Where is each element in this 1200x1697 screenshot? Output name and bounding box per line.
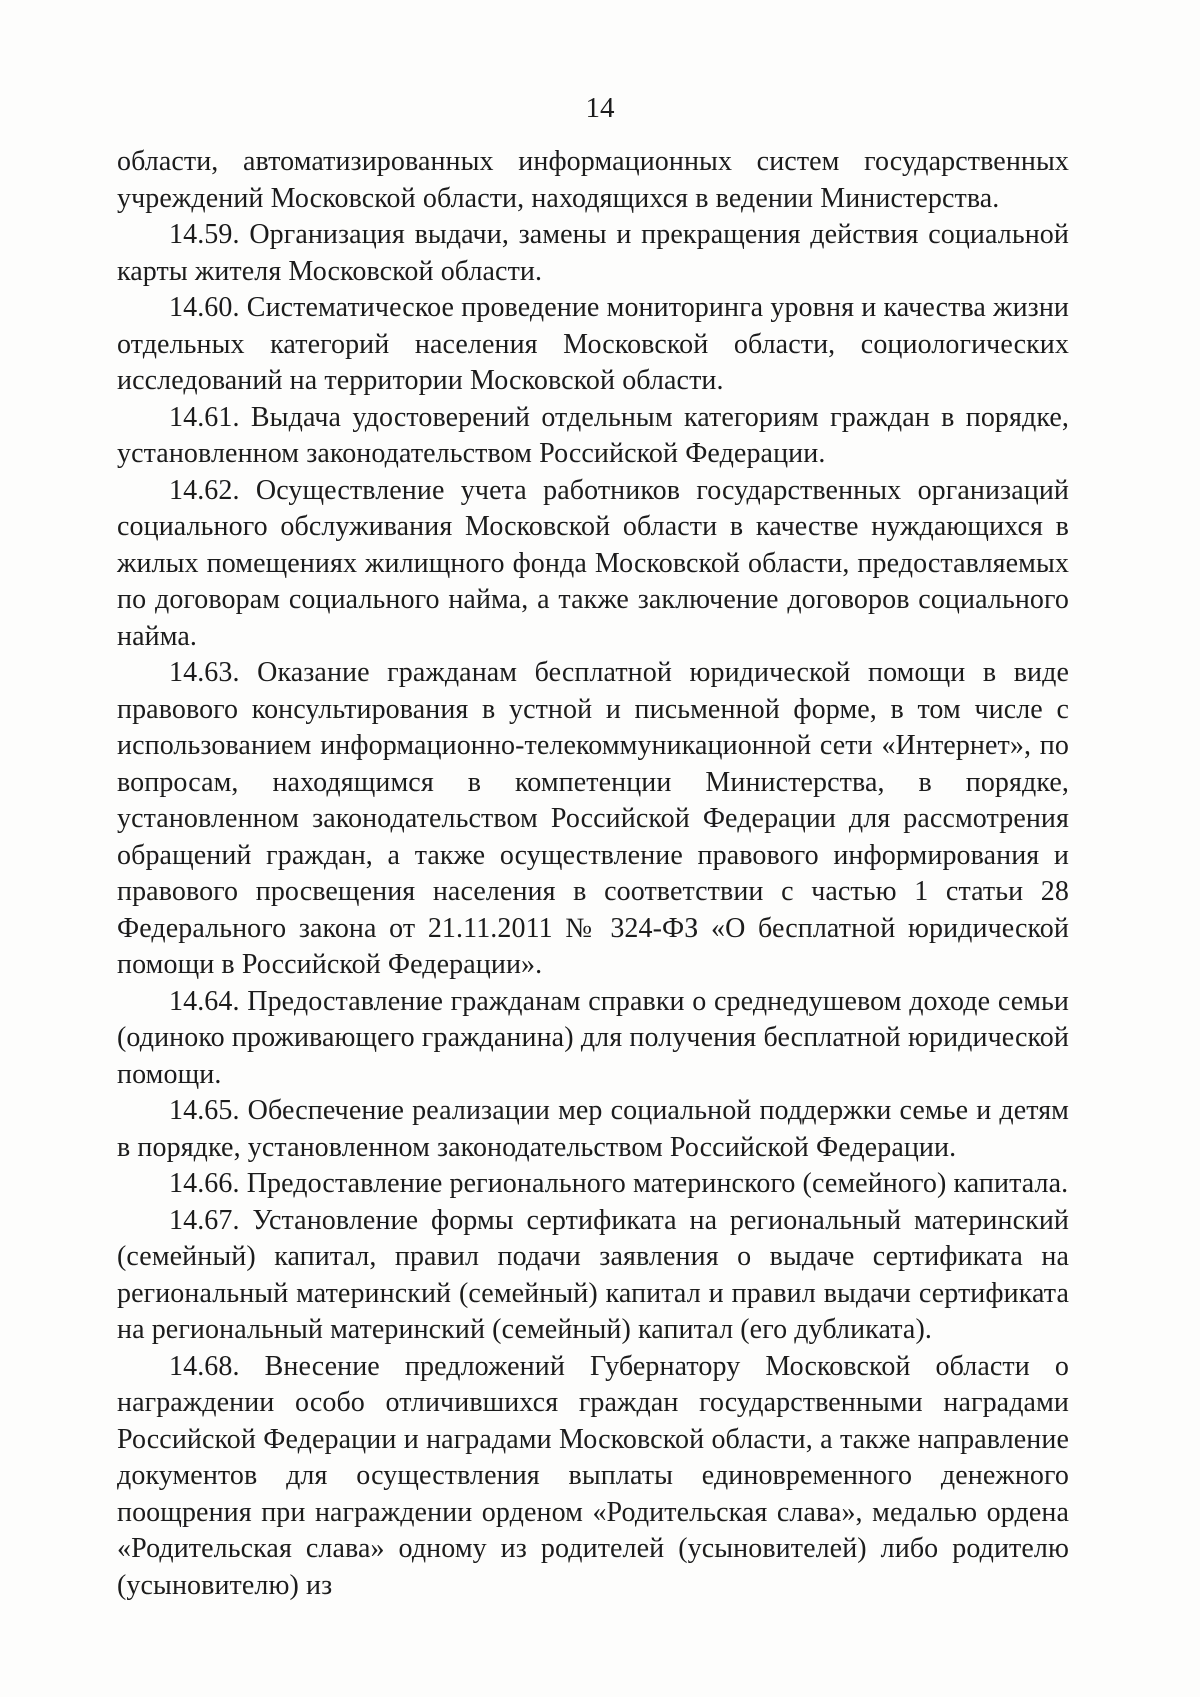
paragraph-14-67: 14.67. Установление формы сертификата на региональный материнский (семейный) капитал, правил подачи заявления о выдаче сертификата на региональный материнский (семейный) капитал и правил выдачи сертификата на региональный материнский (семейный) капитал (его дубликата). (117, 1204, 1069, 1345)
paragraph-14-61: 14.61. Выдача удостоверений отдельным категориям граждан в порядке, установленном законодательством Российской Федерации. (117, 401, 1069, 469)
document-body (117, 144, 1069, 1604)
paragraph-14-66: 14.66. Предоставление регионального материнского (семейного) капитала. (169, 1168, 1069, 1199)
paragraph-continuation: области, автоматизированных информационных систем государственных учреждений Московской области, находящихся в ведении Министерства. (117, 146, 1069, 214)
paragraph-14-68: 14.68. Внесение предложений Губернатору Московской области о награждении особо отличившихся граждан государственными наградами Российской Федерации и наградами Московской области, а также направление документов для осуществления выплаты единовременного денежного поощрения при награждении орденом «Родительская слава», медалью ордена «Родительская слава» одному из родителей (усыновителей) либо родителю (усыновителю) из (117, 1350, 1069, 1601)
page-number: 14 (585, 92, 615, 124)
paragraph-14-65: 14.65. Обеспечение реализации мер социальной поддержки семье и детям в порядке, установленном законодательством Российской Федерации. (117, 1095, 1069, 1163)
paragraph-14-64: 14.64. Предоставление гражданам справки о среднедушевом доходе семьи (одиноко проживающего гражданина) для получения бесплатной юридической помощи. (117, 985, 1069, 1090)
paragraph-14-59: 14.59. Организация выдачи, замены и прекращения действия социальной карты жителя Московской области. (117, 219, 1069, 287)
paragraph-14-62: 14.62. Осуществление учета работников государственных организаций социального обслуживания Московской области в качестве нуждающихся в жилых помещениях жилищного фонда Московской области, предоставляемых по договорам социального найма, а также заключение договоров социального найма. (117, 474, 1069, 652)
paragraph-14-63: 14.63. Оказание гражданам бесплатной юридической помощи в виде правового консультирования в устной и письменной форме, в том числе с использованием информационно-телекоммуникационной сети «Интернет», по вопросам, находящимся в компетенции Министерства, в порядке, установленном законодательством Российской Федерации для рассмотрения обращений граждан, а также осуществление правового информирования и правового просвещения населения в соответствии с частью 1 статьи 28 Федерального закона от 21.11.2011 № 324-ФЗ «О бесплатной юридической помощи в Российской Федерации». (117, 657, 1069, 980)
paragraph-14-60: 14.60. Систематическое проведение мониторинга уровня и качества жизни отдельных категорий населения Московской области, социологических исследований на территории Московской области. (117, 292, 1069, 396)
